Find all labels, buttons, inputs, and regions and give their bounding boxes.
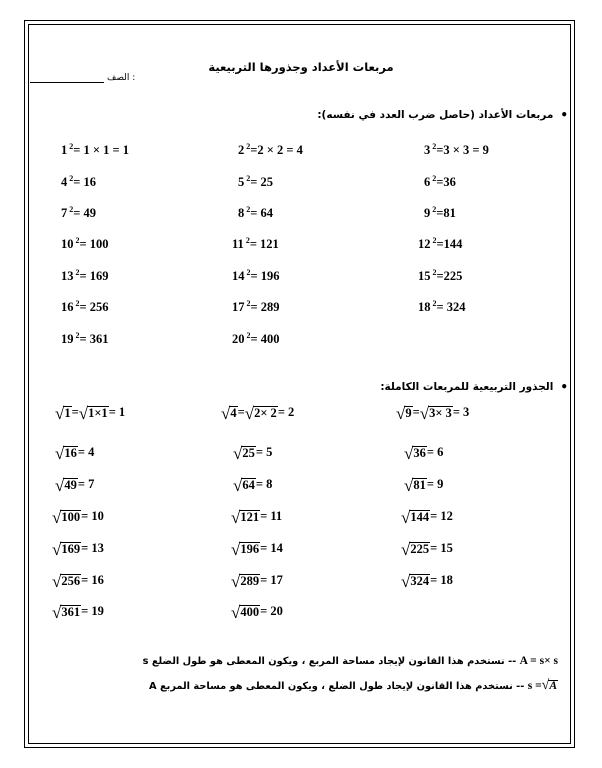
root-equation — [52, 539, 104, 559]
root-result: = 4 — [77, 445, 95, 459]
radicand: 289 — [240, 573, 260, 588]
root-equation — [231, 602, 283, 622]
square-base: 4 — [61, 175, 68, 189]
radicand: 16 — [64, 445, 77, 460]
class-blank-line[interactable] — [30, 82, 104, 83]
square-base: 13 — [61, 269, 74, 283]
area-formula-note — [143, 655, 558, 667]
root-equation — [52, 602, 104, 622]
square-result: = 196 — [250, 269, 280, 283]
square-root-symbol: √ 1×1 — [78, 403, 108, 423]
radicand: 400 — [240, 604, 260, 619]
root-equation — [396, 403, 470, 423]
square-base: 15 — [418, 269, 431, 283]
exponent: 2 — [67, 205, 74, 214]
radicand: 81 — [413, 477, 426, 492]
root-equation — [233, 475, 273, 495]
square-result: = 64 — [250, 206, 273, 220]
root-result: = 3 — [452, 405, 470, 419]
roots-heading — [380, 380, 568, 394]
radicand: 121 — [240, 509, 260, 524]
exponent: 2 — [243, 236, 250, 245]
square-equation — [424, 142, 489, 158]
square-base: 14 — [232, 269, 245, 283]
exponent: 2 — [430, 236, 437, 245]
square-result: = 400 — [250, 332, 280, 346]
root-equation — [221, 403, 295, 423]
square-root-symbol: √ 289 — [231, 571, 260, 591]
square-result: = 121 — [249, 237, 279, 251]
square-base: 17 — [232, 300, 245, 314]
roots-heading-text: الجذور التربيعية للمربعات الكاملة: — [380, 381, 554, 393]
bullet-icon: • — [560, 108, 568, 122]
radicand-product: 2× 2 — [254, 405, 277, 420]
square-base: 20 — [232, 332, 245, 346]
root-equation — [231, 507, 283, 527]
equals-sign: = — [412, 405, 420, 419]
root-result: = 15 — [430, 541, 453, 555]
radicand: 1 — [64, 405, 71, 420]
square-root-symbol: √ 400 — [231, 602, 260, 622]
radicand: 4 — [230, 405, 237, 420]
square-base: 6 — [424, 175, 431, 189]
square-root-symbol: √ 16 — [55, 443, 77, 463]
root-equation — [55, 403, 126, 423]
square-equation — [232, 331, 280, 347]
square-root-symbol: √ 256 — [52, 571, 81, 591]
exponent: 2 — [430, 268, 437, 277]
square-result: =2 × 2 = 4 — [250, 143, 303, 157]
root-result: = 7 — [77, 477, 95, 491]
exponent: 2 — [244, 142, 251, 151]
exponent: 2 — [244, 174, 251, 183]
square-root-symbol: √ 1 — [55, 403, 71, 423]
square-root-symbol: √ 3× 3 — [419, 403, 452, 423]
exponent: 2 — [430, 205, 437, 214]
square-base: 16 — [61, 300, 74, 314]
square-root-symbol: √ 81 — [404, 475, 426, 495]
radicand: 25 — [242, 445, 255, 460]
square-result: =144 — [436, 237, 463, 251]
root-equation — [52, 507, 104, 527]
root-result: = 11 — [260, 509, 283, 523]
square-result: =36 — [436, 175, 456, 189]
class-label: الصف : — [107, 73, 136, 83]
exponent: 2 — [244, 331, 251, 340]
class-field — [30, 73, 135, 83]
root-equation — [404, 443, 444, 463]
square-equation — [61, 205, 96, 221]
square-result: = 100 — [79, 237, 109, 251]
square-root-symbol: √ 4 — [221, 403, 237, 423]
exponent: 2 — [73, 268, 80, 277]
square-root-symbol: √ 121 — [231, 507, 260, 527]
square-base: 2 — [238, 143, 245, 157]
radicand: 36 — [413, 445, 426, 460]
square-result: = 324 — [436, 300, 466, 314]
square-equation — [238, 174, 273, 190]
square-root-symbol: √ 324 — [401, 571, 430, 591]
square-equation — [61, 236, 109, 252]
square-base: 5 — [238, 175, 245, 189]
radicand-product: 1×1 — [88, 405, 108, 420]
root-equation — [404, 475, 444, 495]
radicand: 324 — [410, 573, 430, 588]
radicand: 225 — [410, 541, 430, 556]
square-result: =3 × 3 = 9 — [436, 143, 489, 157]
square-root-symbol: √ 225 — [401, 539, 430, 559]
root-equation — [52, 571, 104, 591]
root-equation — [401, 539, 453, 559]
square-equation — [238, 142, 303, 158]
radicand-product: 3× 3 — [429, 405, 452, 420]
radicand: 144 — [410, 509, 430, 524]
root-result: = 2 — [277, 405, 295, 419]
exponent: 2 — [430, 299, 437, 308]
radicand: 9 — [405, 405, 412, 420]
equals-sign: = — [71, 405, 79, 419]
squares-heading — [317, 108, 568, 122]
square-root-symbol: √ 144 — [401, 507, 430, 527]
root-equation — [231, 571, 283, 591]
root-result: = 12 — [430, 509, 453, 523]
square-equation — [232, 299, 280, 315]
root-result: = 1 — [108, 405, 126, 419]
exponent: 2 — [430, 174, 437, 183]
radicand: 100 — [61, 509, 81, 524]
root-equation — [55, 443, 95, 463]
square-root-symbol: √ 49 — [55, 475, 77, 495]
square-result: = 1 × 1 = 1 — [73, 143, 129, 157]
square-root-symbol: √ 2× 2 — [244, 403, 277, 423]
square-base: 19 — [61, 332, 74, 346]
root-result: = 6 — [426, 445, 444, 459]
root-result: = 14 — [260, 541, 283, 555]
square-equation — [232, 236, 279, 252]
square-equation — [61, 299, 109, 315]
square-result: = 289 — [250, 300, 280, 314]
bullet-icon: • — [560, 380, 568, 394]
square-base: 7 — [61, 206, 68, 220]
square-equation — [61, 331, 109, 347]
root-equation — [401, 507, 453, 527]
root-result: = 8 — [255, 477, 273, 491]
square-base: 11 — [232, 237, 244, 251]
worksheet-title: مربعات الأعداد وجذورها التربيعية — [208, 60, 394, 74]
square-result: = 49 — [73, 206, 96, 220]
squares-heading-text: مربعات الأعداد (حاصل ضرب العدد في نفسه): — [317, 109, 554, 121]
square-equation — [418, 236, 462, 252]
root-result: = 16 — [81, 573, 104, 587]
side-formula-note — [149, 678, 558, 692]
side-formula — [528, 678, 558, 692]
square-equation — [418, 268, 462, 284]
square-equation — [61, 142, 129, 158]
root-equation — [231, 539, 283, 559]
square-equation — [232, 268, 280, 284]
square-result: = 16 — [73, 175, 96, 189]
square-base: 3 — [424, 143, 431, 157]
root-result: = 18 — [430, 573, 453, 587]
radicand: 196 — [240, 541, 260, 556]
square-root-symbol: √ 25 — [233, 443, 255, 463]
square-equation — [424, 205, 456, 221]
root-result: = 19 — [81, 604, 104, 618]
side-formula-text: -- نستخدم هذا القانون لإيجاد طول الضلع ، ويكون المعطى هو مساحة المربع A — [148, 681, 525, 692]
area-formula-text: -- نستخدم هذا القانون لإيجاد مساحة المربع ، ويكون المعطى هو طول الضلع s — [142, 656, 517, 667]
exponent: 2 — [244, 268, 251, 277]
square-result: = 361 — [79, 332, 109, 346]
exponent: 2 — [244, 299, 251, 308]
exponent: 2 — [67, 142, 74, 151]
exponent: 2 — [244, 205, 251, 214]
exponent: 2 — [430, 142, 437, 151]
exponent: 2 — [67, 174, 74, 183]
square-root-symbol: √ 169 — [52, 539, 81, 559]
root-result: = 13 — [81, 541, 104, 555]
square-root-symbol: √ A — [541, 678, 557, 693]
side-formula-prefix: s = — [527, 680, 542, 692]
square-root-symbol: √ 361 — [52, 602, 81, 622]
square-result: =225 — [436, 269, 463, 283]
square-base: 12 — [418, 237, 431, 251]
square-equation — [418, 299, 466, 315]
square-base: 8 — [238, 206, 245, 220]
radicand: 64 — [242, 477, 255, 492]
square-equation — [424, 174, 456, 190]
square-root-symbol: √ 64 — [233, 475, 255, 495]
square-equation — [61, 268, 109, 284]
square-equation — [238, 205, 273, 221]
root-result: = 10 — [81, 509, 104, 523]
square-result: = 256 — [79, 300, 109, 314]
side-formula-root: A — [549, 680, 557, 692]
root-result: = 9 — [426, 477, 444, 491]
square-base: 10 — [61, 237, 74, 251]
equals-sign: = — [237, 405, 245, 419]
area-formula: A = s× s — [519, 655, 558, 667]
exponent: 2 — [73, 331, 80, 340]
square-result: =81 — [436, 206, 456, 220]
square-result: = 169 — [79, 269, 109, 283]
square-root-symbol: √ 100 — [52, 507, 81, 527]
radicand: 49 — [64, 477, 77, 492]
square-root-symbol: √ 36 — [404, 443, 426, 463]
square-equation — [61, 174, 96, 190]
radicand: 169 — [61, 541, 81, 556]
square-result: = 25 — [250, 175, 273, 189]
square-root-symbol: √ 9 — [396, 403, 412, 423]
exponent: 2 — [73, 236, 80, 245]
root-equation — [233, 443, 273, 463]
root-result: = 17 — [260, 573, 283, 587]
square-root-symbol: √ 196 — [231, 539, 260, 559]
root-equation — [401, 571, 453, 591]
square-base: 1 — [61, 143, 68, 157]
square-base: 18 — [418, 300, 431, 314]
exponent: 2 — [73, 299, 80, 308]
root-result: = 20 — [260, 604, 283, 618]
root-equation — [55, 475, 95, 495]
radicand: 361 — [61, 604, 81, 619]
square-base: 9 — [424, 206, 431, 220]
root-result: = 5 — [255, 445, 273, 459]
radicand: 256 — [61, 573, 81, 588]
